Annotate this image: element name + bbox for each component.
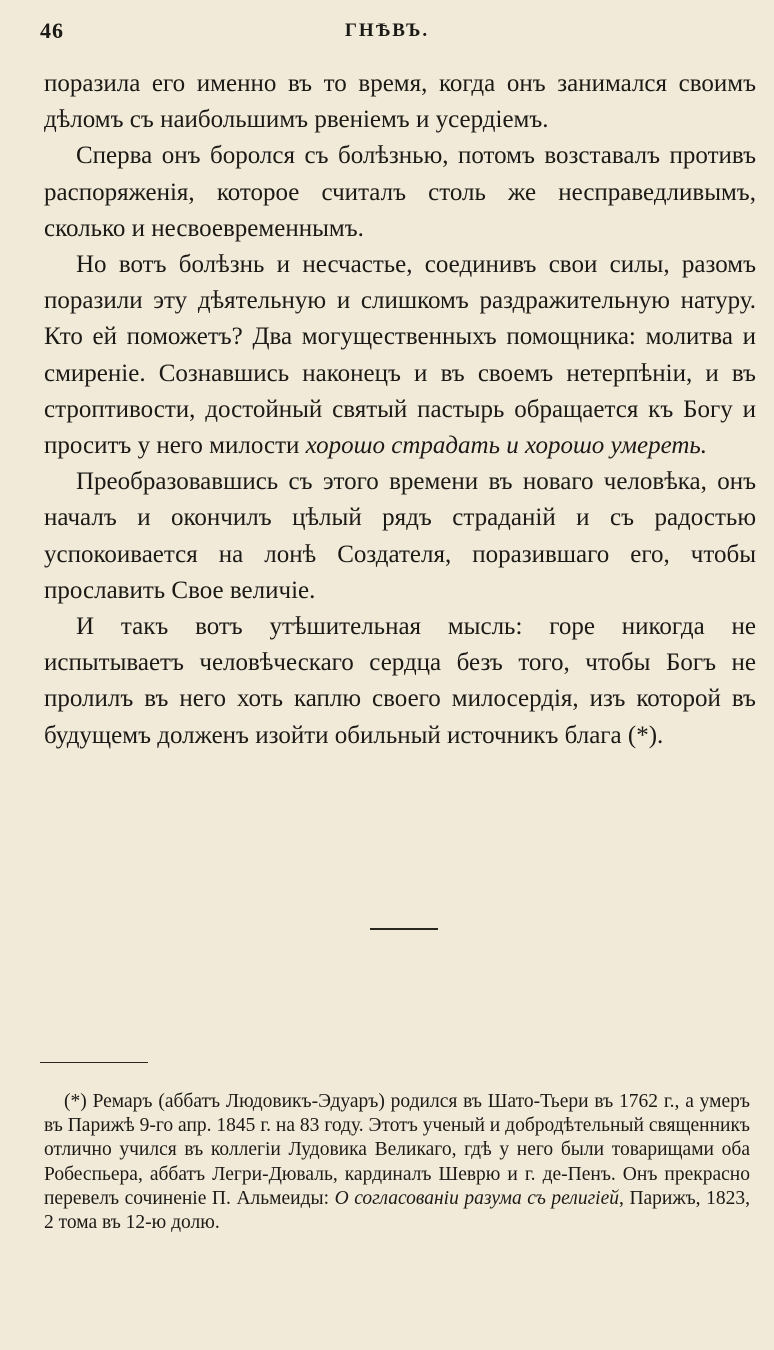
body-text	[44, 66, 756, 754]
footnote	[44, 1090, 750, 1235]
paragraph-4: Преобразовавшись съ этого времени въ новаго человѣка, онъ началъ и окончилъ цѣлый рядъ страданiй и съ радостью успокоивается на лонѣ Создателя, поразившаго его, чтобы прославить Свое величiе.	[44, 468, 756, 604]
page-number: 46	[40, 18, 64, 43]
running-title: ГНѢВЪ.	[344, 20, 430, 41]
paragraph-5: И такъ вотъ утѣшительная мысль: горе никогда не испытываетъ человѣческаго сердца безъ того, чтобы Богъ не пролилъ въ него хоть каплю своего милосердiя, изъ которой въ будущемъ долженъ изойти обильный источникъ блага (*).	[44, 613, 756, 749]
footnote-separator	[40, 1062, 148, 1063]
footnote-paragraph	[44, 1090, 750, 1235]
paragraph-3-italic: хорошо страдать и хорошо умереть.	[305, 432, 708, 460]
paragraph-3-text: Но вотъ болѣзнь и несчастье, соединивъ свои силы, разомъ поразили эту дѣятельную и слишкомъ раздражительную натуру. Кто ей поможетъ? Два могущественныхъ помощника: молитва и смиренiе. Сознавшись наконецъ и въ своемъ нетерпѣнiи, и въ строптивости, достойный святый пастырь обращается къ Богу и проситъ у него милости	[44, 251, 756, 460]
footnote-book-title: О согласованiи разума съ религiей	[334, 1187, 619, 1209]
footnote-text-end: , Парижъ, 1823, 2 тома въ 12-ю долю.	[44, 1187, 750, 1234]
running-head	[0, 16, 774, 52]
paragraph-1: поразила его именно въ то время, когда онъ занимался своимъ дѣломъ съ наибольшимъ рвенiемъ и усердiемъ.	[44, 70, 756, 134]
paragraph-2: Сперва онъ боролся съ болѣзнью, потомъ возставалъ противъ распоряженiя, которое считалъ столь же несправедливымъ, сколько и несвоевременнымъ.	[44, 142, 756, 242]
footnote-text: (*) Ремаръ (аббатъ Людовикъ-Эдуаръ) родился въ Шато-Тьери въ 1762 г., а умеръ въ Парижѣ 9-го апр. 1845 г. на 83 году. Этотъ ученый и добродѣтельный священникъ отлично учился въ коллегiи Лудовика Великаго, гдѣ у него были товарищами оба Робеспьера, аббатъ Легри-Дюваль, кардиналъ Шеврю и г. де-Пенъ. Онъ прекрасно перевелъ сочиненiе П. Альмеиды:	[44, 1091, 750, 1209]
section-end-rule	[370, 928, 438, 930]
paragraph-3	[44, 247, 756, 464]
